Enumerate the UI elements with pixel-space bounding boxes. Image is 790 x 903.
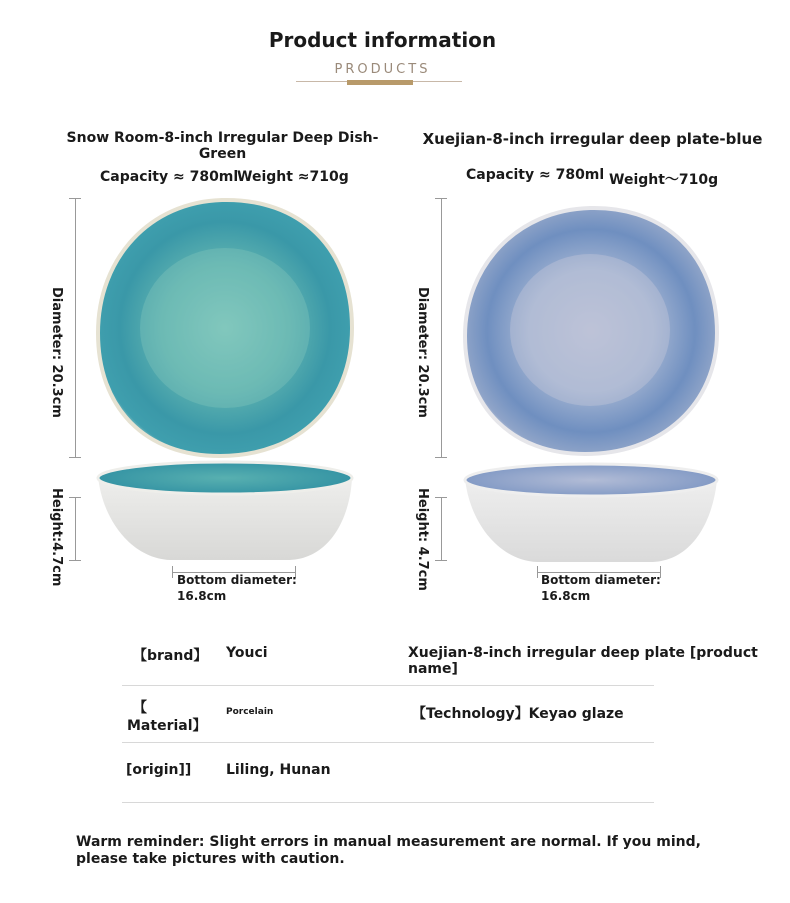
diameter-label-green: Diameter: 20.3cm [49, 287, 64, 418]
diameter-line-green [75, 198, 76, 458]
origin-value: Liling, Hunan [226, 762, 331, 778]
dish-illustration-green [60, 188, 370, 583]
section-subtitle: PRODUCTS [334, 62, 431, 77]
origin-label: [origin]] [126, 762, 192, 778]
bottom-bracket-left-blue [537, 566, 538, 578]
bottom-diameter-value-blue: 16.8cm [541, 589, 591, 603]
brand-label: 【brand】 [133, 648, 208, 664]
product-name-value: Xuejian-8-inch irregular deep plate [product name] [408, 645, 758, 677]
dish-rim-green [98, 462, 352, 494]
subtitle-accent-bar [347, 80, 413, 85]
table-divider-2 [122, 742, 654, 743]
capacity-green: Capacity ≈ 780ml [100, 169, 239, 185]
product-title-blue: Xuejian-8-inch irregular deep plate-blue [422, 130, 763, 148]
table-divider-3 [122, 802, 654, 803]
height-line-green [75, 497, 76, 561]
diameter-tick-bottom-green [69, 457, 81, 458]
height-tick-top-blue [435, 497, 447, 498]
height-label-green: Height:4.7cm [49, 488, 64, 587]
bottom-diameter-value-green: 16.8cm [177, 589, 227, 603]
weight-green: Weight ≈710g [237, 169, 349, 185]
diameter-tick-top-green [69, 198, 81, 199]
diameter-tick-top-blue [435, 198, 447, 199]
diameter-tick-bottom-blue [435, 457, 447, 458]
height-label-blue: Height: 4.7cm [415, 488, 430, 591]
weight-blue: Weight～710g [609, 172, 719, 188]
bottom-bracket-left-green [172, 566, 173, 578]
bottom-diameter-label-green: Bottom diameter: [177, 573, 297, 587]
height-line-blue [441, 497, 442, 561]
page-title: Product information [268, 28, 497, 52]
height-tick-bottom-green [69, 560, 81, 561]
height-tick-top-green [69, 497, 81, 498]
diameter-label-blue: Diameter: 20.3cm [415, 287, 430, 418]
warm-reminder: Warm reminder: Slight errors in manual measurement are normal. If you mind, please take pictures with caution. [76, 834, 701, 867]
material-value: Porcelain [226, 707, 274, 717]
table-divider-1 [122, 685, 654, 686]
dish-rim-blue [465, 464, 717, 496]
dish-center-blue [510, 254, 670, 406]
material-label: Material】 [127, 718, 207, 734]
bottom-diameter-label-blue: Bottom diameter: [541, 573, 661, 587]
diameter-line-blue [441, 198, 442, 458]
technology-value: 【Technology】Keyao glaze [412, 706, 624, 722]
capacity-blue: Capacity ≈ 780ml [466, 167, 605, 183]
height-tick-bottom-blue [435, 560, 447, 561]
dish-illustration-blue [425, 188, 735, 583]
material-label-bracket: 【 [133, 700, 147, 716]
dish-center-green [140, 248, 310, 408]
product-title-green: Snow Room-8-inch Irregular Deep Dish-Green [66, 130, 379, 162]
brand-value: Youci [226, 645, 268, 661]
